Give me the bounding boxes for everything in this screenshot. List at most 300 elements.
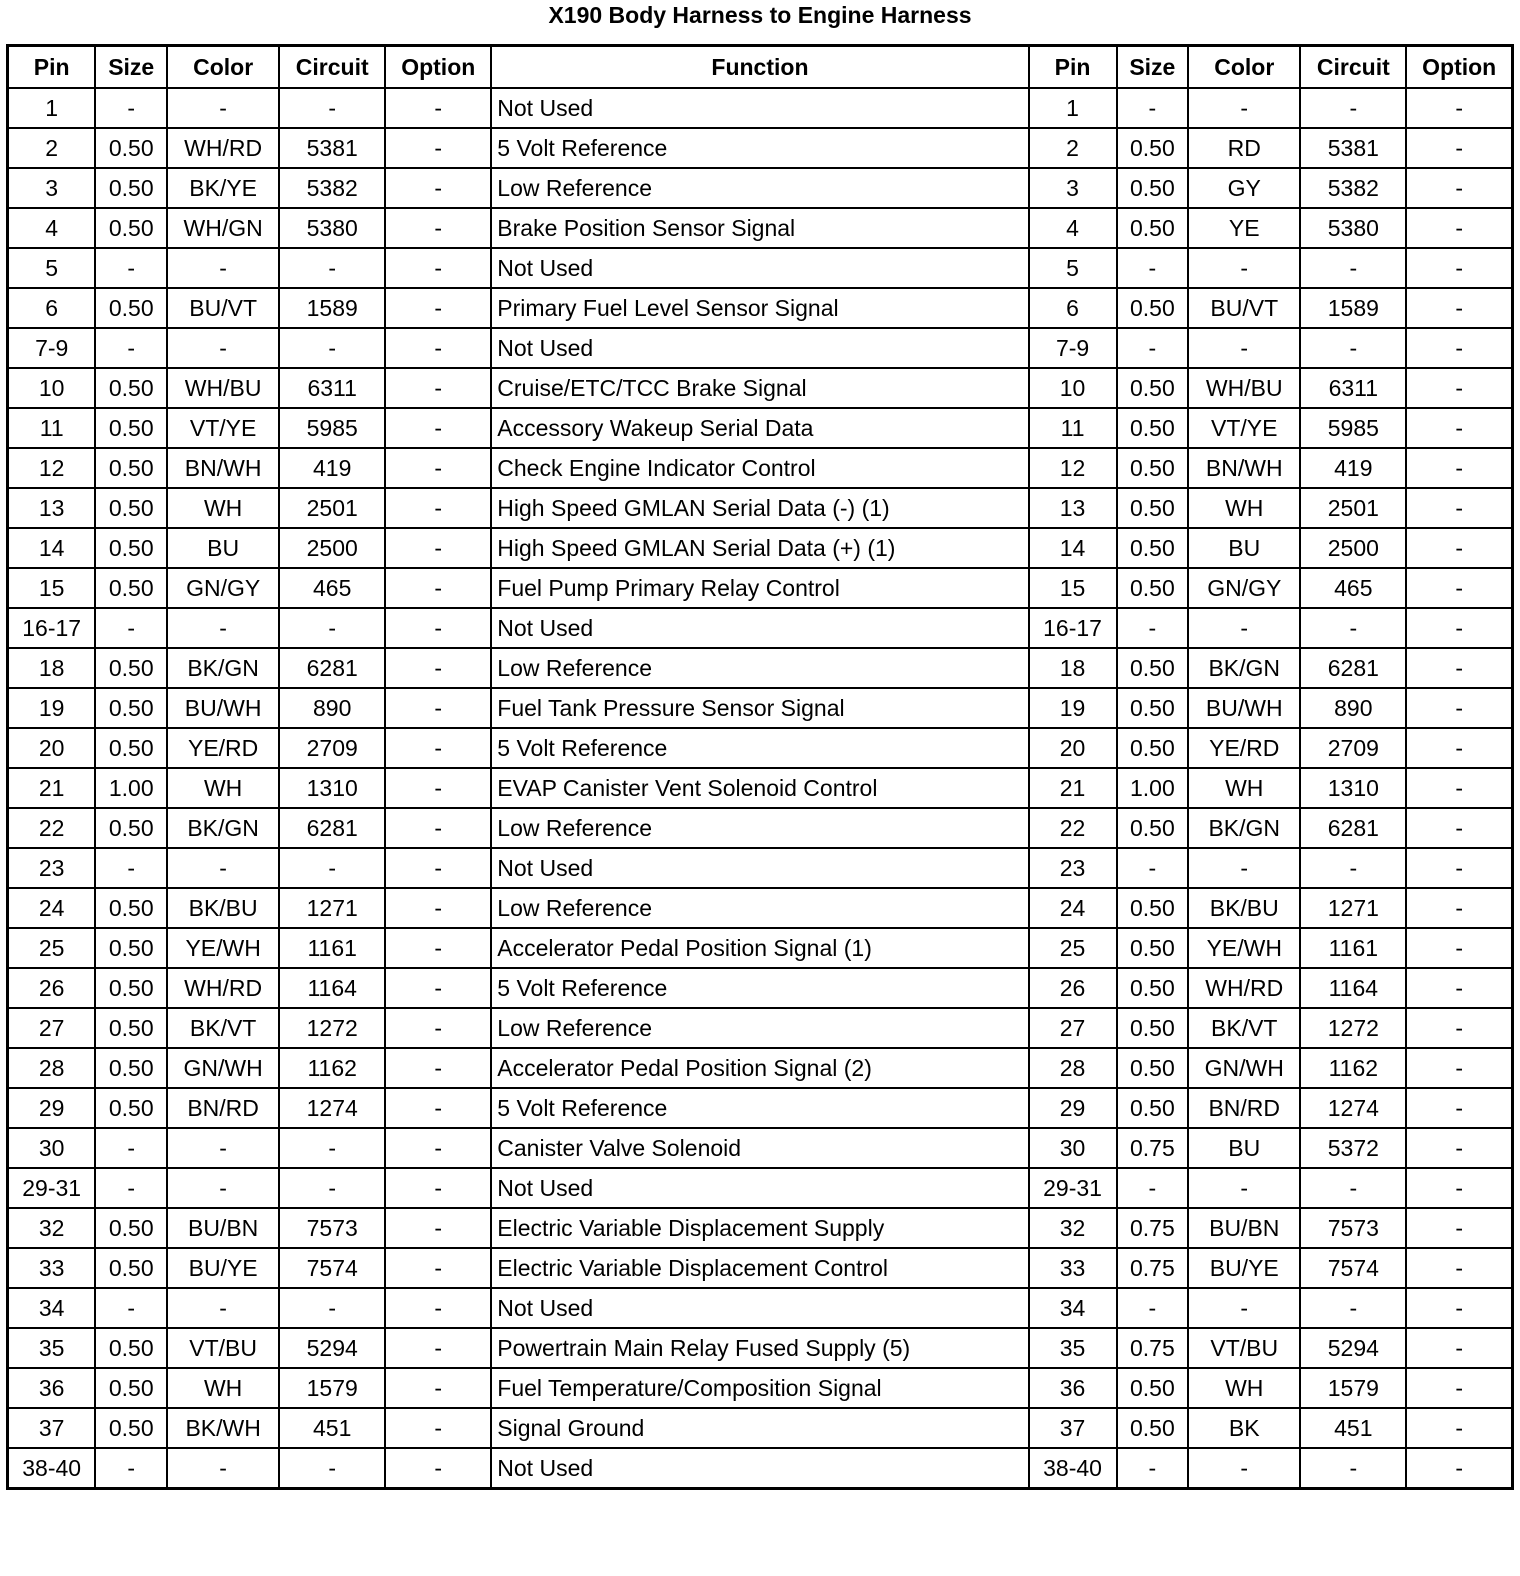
function-cell: Not Used [491, 1448, 1028, 1489]
column-header-pin-2: Pin [1029, 46, 1117, 89]
table-row [8, 1048, 1513, 1088]
option-cell: - [385, 648, 491, 688]
pin-cell: 33 [8, 1248, 96, 1288]
table-row [8, 528, 1513, 568]
circuit-cell-2: 5294 [1300, 1328, 1406, 1368]
table-row [8, 1288, 1513, 1328]
color-cell: BU/YE [167, 1248, 279, 1288]
option-cell-2: - [1406, 128, 1512, 168]
circuit-cell-2: 1164 [1300, 968, 1406, 1008]
size-cell-2: 0.50 [1117, 1008, 1189, 1048]
function-cell: Not Used [491, 88, 1028, 128]
circuit-cell-2: 5382 [1300, 168, 1406, 208]
size-cell-2: 0.50 [1117, 728, 1189, 768]
option-cell-2: - [1406, 928, 1512, 968]
option-cell-2: - [1406, 1208, 1512, 1248]
option-cell-2: - [1406, 1128, 1512, 1168]
color-cell-2: - [1188, 1448, 1300, 1489]
circuit-cell: 419 [279, 448, 385, 488]
color-cell: BU/BN [167, 1208, 279, 1248]
color-cell: WH/RD [167, 128, 279, 168]
circuit-cell: 890 [279, 688, 385, 728]
color-cell-2: - [1188, 248, 1300, 288]
function-cell: 5 Volt Reference [491, 1088, 1028, 1128]
pin-cell: 29 [8, 1088, 96, 1128]
circuit-cell-2: 6311 [1300, 368, 1406, 408]
color-cell: - [167, 88, 279, 128]
circuit-cell: 1310 [279, 768, 385, 808]
option-cell-2: - [1406, 888, 1512, 928]
color-cell: BU/VT [167, 288, 279, 328]
color-cell: BK/BU [167, 888, 279, 928]
size-cell-2: 0.50 [1117, 408, 1189, 448]
option-cell: - [385, 1208, 491, 1248]
pin-cell-2: 26 [1029, 968, 1117, 1008]
column-header-circuit-2: Circuit [1300, 46, 1406, 89]
option-cell-2: - [1406, 1328, 1512, 1368]
circuit-cell-2: 7574 [1300, 1248, 1406, 1288]
size-cell: 0.50 [95, 1248, 167, 1288]
table-row [8, 568, 1513, 608]
pin-cell: 15 [8, 568, 96, 608]
function-cell: Not Used [491, 1168, 1028, 1208]
option-cell-2: - [1406, 448, 1512, 488]
option-cell: - [385, 1248, 491, 1288]
size-cell: 0.50 [95, 528, 167, 568]
function-cell: 5 Volt Reference [491, 128, 1028, 168]
function-cell: Low Reference [491, 1008, 1028, 1048]
color-cell-2: GN/WH [1188, 1048, 1300, 1088]
table-row [8, 1368, 1513, 1408]
pin-cell: 35 [8, 1328, 96, 1368]
table-row [8, 1008, 1513, 1048]
pin-cell: 19 [8, 688, 96, 728]
circuit-cell: - [279, 328, 385, 368]
circuit-cell-2: - [1300, 1448, 1406, 1489]
pin-cell: 23 [8, 848, 96, 888]
option-cell: - [385, 968, 491, 1008]
function-cell: High Speed GMLAN Serial Data (+) (1) [491, 528, 1028, 568]
table-row [8, 88, 1513, 128]
circuit-cell: - [279, 608, 385, 648]
color-cell: BU [167, 528, 279, 568]
size-cell: 0.50 [95, 208, 167, 248]
table-row [8, 888, 1513, 928]
column-header-option-2: Option [1406, 46, 1512, 89]
circuit-cell: 5381 [279, 128, 385, 168]
option-cell: - [385, 128, 491, 168]
pin-cell-2: 10 [1029, 368, 1117, 408]
option-cell: - [385, 168, 491, 208]
option-cell: - [385, 448, 491, 488]
size-cell: 0.50 [95, 1088, 167, 1128]
color-cell-2: - [1188, 848, 1300, 888]
option-cell: - [385, 1328, 491, 1368]
circuit-cell-2: 6281 [1300, 808, 1406, 848]
color-cell: - [167, 848, 279, 888]
size-cell-2: - [1117, 1288, 1189, 1328]
size-cell-2: 0.75 [1117, 1248, 1189, 1288]
size-cell-2: - [1117, 88, 1189, 128]
option-cell-2: - [1406, 1088, 1512, 1128]
pin-cell-2: 20 [1029, 728, 1117, 768]
size-cell-2: - [1117, 608, 1189, 648]
circuit-cell: 5294 [279, 1328, 385, 1368]
table-row [8, 1168, 1513, 1208]
option-cell-2: - [1406, 368, 1512, 408]
option-cell-2: - [1406, 328, 1512, 368]
size-cell-2: 0.50 [1117, 488, 1189, 528]
pin-cell-2: 2 [1029, 128, 1117, 168]
option-cell-2: - [1406, 488, 1512, 528]
option-cell-2: - [1406, 88, 1512, 128]
option-cell: - [385, 88, 491, 128]
color-cell: GN/GY [167, 568, 279, 608]
option-cell-2: - [1406, 208, 1512, 248]
circuit-cell: 1589 [279, 288, 385, 328]
function-cell: Primary Fuel Level Sensor Signal [491, 288, 1028, 328]
option-cell-2: - [1406, 248, 1512, 288]
pin-cell-2: 27 [1029, 1008, 1117, 1048]
size-cell: 0.50 [95, 128, 167, 168]
table-row [8, 608, 1513, 648]
circuit-cell: 1162 [279, 1048, 385, 1088]
size-cell-2: 0.50 [1117, 568, 1189, 608]
option-cell: - [385, 1368, 491, 1408]
circuit-cell: 1272 [279, 1008, 385, 1048]
color-cell: BU/WH [167, 688, 279, 728]
option-cell: - [385, 488, 491, 528]
size-cell: - [95, 88, 167, 128]
pin-cell-2: 18 [1029, 648, 1117, 688]
color-cell-2: BK/VT [1188, 1008, 1300, 1048]
size-cell-2: - [1117, 1168, 1189, 1208]
color-cell: WH/RD [167, 968, 279, 1008]
function-cell: Accessory Wakeup Serial Data [491, 408, 1028, 448]
option-cell: - [385, 1168, 491, 1208]
circuit-cell: 1274 [279, 1088, 385, 1128]
function-cell: Electric Variable Displacement Control [491, 1248, 1028, 1288]
circuit-cell-2: - [1300, 1168, 1406, 1208]
pin-cell-2: 36 [1029, 1368, 1117, 1408]
size-cell: 0.50 [95, 1048, 167, 1088]
pin-cell-2: 33 [1029, 1248, 1117, 1288]
pin-cell-2: 29-31 [1029, 1168, 1117, 1208]
option-cell: - [385, 408, 491, 448]
circuit-cell-2: 1271 [1300, 888, 1406, 928]
size-cell: 0.50 [95, 368, 167, 408]
table-row [8, 128, 1513, 168]
color-cell: BK/WH [167, 1408, 279, 1448]
pin-cell-2: 28 [1029, 1048, 1117, 1088]
pin-cell-2: 23 [1029, 848, 1117, 888]
size-cell-2: 0.50 [1117, 808, 1189, 848]
pin-cell-2: 30 [1029, 1128, 1117, 1168]
size-cell: 0.50 [95, 648, 167, 688]
size-cell: 0.50 [95, 488, 167, 528]
pin-cell-2: 1 [1029, 88, 1117, 128]
table-row [8, 488, 1513, 528]
color-cell-2: WH [1188, 488, 1300, 528]
option-cell: - [385, 608, 491, 648]
circuit-cell-2: - [1300, 248, 1406, 288]
pin-cell-2: 35 [1029, 1328, 1117, 1368]
color-cell: BK/VT [167, 1008, 279, 1048]
function-cell: 5 Volt Reference [491, 968, 1028, 1008]
size-cell: - [95, 848, 167, 888]
table-row [8, 648, 1513, 688]
table-row [8, 368, 1513, 408]
function-cell: Low Reference [491, 648, 1028, 688]
color-cell: - [167, 1448, 279, 1489]
option-cell: - [385, 528, 491, 568]
option-cell: - [385, 1048, 491, 1088]
pin-cell: 5 [8, 248, 96, 288]
size-cell-2: 0.50 [1117, 368, 1189, 408]
circuit-cell: 7574 [279, 1248, 385, 1288]
pin-cell: 34 [8, 1288, 96, 1328]
circuit-cell: - [279, 1168, 385, 1208]
column-header-size: Size [95, 46, 167, 89]
table-body [8, 88, 1513, 1489]
color-cell-2: YE/RD [1188, 728, 1300, 768]
function-cell: 5 Volt Reference [491, 728, 1028, 768]
size-cell-2: 0.50 [1117, 528, 1189, 568]
option-cell: - [385, 688, 491, 728]
size-cell: 0.50 [95, 888, 167, 928]
function-cell: Check Engine Indicator Control [491, 448, 1028, 488]
function-cell: EVAP Canister Vent Solenoid Control [491, 768, 1028, 808]
table-row [8, 1448, 1513, 1489]
circuit-cell: - [279, 848, 385, 888]
pin-cell-2: 19 [1029, 688, 1117, 728]
circuit-cell-2: - [1300, 1288, 1406, 1328]
color-cell-2: BK [1188, 1408, 1300, 1448]
option-cell-2: - [1406, 288, 1512, 328]
color-cell-2: BN/WH [1188, 448, 1300, 488]
pin-cell: 18 [8, 648, 96, 688]
pin-cell: 20 [8, 728, 96, 768]
pin-cell-2: 21 [1029, 768, 1117, 808]
size-cell: 0.50 [95, 728, 167, 768]
option-cell: - [385, 1408, 491, 1448]
size-cell-2: 0.50 [1117, 968, 1189, 1008]
circuit-cell-2: 6281 [1300, 648, 1406, 688]
pin-cell-2: 11 [1029, 408, 1117, 448]
pin-cell: 10 [8, 368, 96, 408]
size-cell-2: 0.50 [1117, 1368, 1189, 1408]
column-header-pin: Pin [8, 46, 96, 89]
circuit-cell-2: 1579 [1300, 1368, 1406, 1408]
color-cell-2: BU/BN [1188, 1208, 1300, 1248]
color-cell-2: YE/WH [1188, 928, 1300, 968]
circuit-cell-2: 419 [1300, 448, 1406, 488]
table-row [8, 448, 1513, 488]
color-cell: BK/GN [167, 808, 279, 848]
connector-pinout-table [6, 44, 1514, 1490]
table-row [8, 1408, 1513, 1448]
circuit-cell-2: 2709 [1300, 728, 1406, 768]
color-cell-2: BU [1188, 528, 1300, 568]
option-cell: - [385, 768, 491, 808]
pin-cell-2: 15 [1029, 568, 1117, 608]
color-cell-2: BK/GN [1188, 648, 1300, 688]
size-cell: 0.50 [95, 688, 167, 728]
color-cell: VT/YE [167, 408, 279, 448]
color-cell-2: - [1188, 1168, 1300, 1208]
size-cell-2: 0.50 [1117, 888, 1189, 928]
option-cell: - [385, 328, 491, 368]
pin-cell: 37 [8, 1408, 96, 1448]
color-cell: YE/RD [167, 728, 279, 768]
color-cell-2: YE [1188, 208, 1300, 248]
pin-cell: 16-17 [8, 608, 96, 648]
table-row [8, 208, 1513, 248]
circuit-cell-2: 2501 [1300, 488, 1406, 528]
color-cell-2: - [1188, 608, 1300, 648]
circuit-cell: 6281 [279, 648, 385, 688]
document-title: X190 Body Harness to Engine Harness [548, 2, 972, 28]
column-header-circuit: Circuit [279, 46, 385, 89]
circuit-cell-2: 5372 [1300, 1128, 1406, 1168]
circuit-cell: 6281 [279, 808, 385, 848]
option-cell-2: - [1406, 1288, 1512, 1328]
column-header-function: Function [491, 46, 1028, 89]
size-cell: 1.00 [95, 768, 167, 808]
size-cell: 0.50 [95, 568, 167, 608]
size-cell: 0.50 [95, 928, 167, 968]
color-cell-2: WH [1188, 1368, 1300, 1408]
option-cell-2: - [1406, 768, 1512, 808]
circuit-cell: - [279, 88, 385, 128]
size-cell-2: 0.50 [1117, 1088, 1189, 1128]
option-cell-2: - [1406, 1008, 1512, 1048]
circuit-cell: 2501 [279, 488, 385, 528]
size-cell-2: 0.50 [1117, 208, 1189, 248]
option-cell-2: - [1406, 1448, 1512, 1489]
pin-cell-2: 24 [1029, 888, 1117, 928]
circuit-cell-2: 1272 [1300, 1008, 1406, 1048]
circuit-cell: - [279, 1448, 385, 1489]
size-cell: 0.50 [95, 1328, 167, 1368]
size-cell: 0.50 [95, 288, 167, 328]
circuit-cell: 465 [279, 568, 385, 608]
table-row [8, 928, 1513, 968]
pin-cell: 24 [8, 888, 96, 928]
option-cell: - [385, 248, 491, 288]
color-cell: - [167, 1288, 279, 1328]
option-cell-2: - [1406, 848, 1512, 888]
option-cell-2: - [1406, 408, 1512, 448]
option-cell: - [385, 1288, 491, 1328]
size-cell: 0.50 [95, 968, 167, 1008]
pin-cell: 7-9 [8, 328, 96, 368]
option-cell: - [385, 888, 491, 928]
color-cell-2: BK/BU [1188, 888, 1300, 928]
size-cell-2: 0.50 [1117, 648, 1189, 688]
circuit-cell: - [279, 248, 385, 288]
option-cell: - [385, 1088, 491, 1128]
table-row [8, 1128, 1513, 1168]
color-cell-2: BK/GN [1188, 808, 1300, 848]
option-cell-2: - [1406, 168, 1512, 208]
function-cell: Accelerator Pedal Position Signal (2) [491, 1048, 1028, 1088]
circuit-cell-2: 1589 [1300, 288, 1406, 328]
option-cell: - [385, 568, 491, 608]
pin-cell-2: 5 [1029, 248, 1117, 288]
size-cell: - [95, 608, 167, 648]
color-cell-2: BU/VT [1188, 288, 1300, 328]
size-cell-2: 0.50 [1117, 1048, 1189, 1088]
size-cell-2: 0.50 [1117, 928, 1189, 968]
color-cell: BN/RD [167, 1088, 279, 1128]
function-cell: Low Reference [491, 888, 1028, 928]
function-cell: Low Reference [491, 168, 1028, 208]
circuit-cell: 5380 [279, 208, 385, 248]
pin-cell: 36 [8, 1368, 96, 1408]
option-cell-2: - [1406, 1408, 1512, 1448]
color-cell: BN/WH [167, 448, 279, 488]
color-cell: WH [167, 1368, 279, 1408]
column-header-color-2: Color [1188, 46, 1300, 89]
color-cell: BK/YE [167, 168, 279, 208]
color-cell-2: VT/BU [1188, 1328, 1300, 1368]
option-cell-2: - [1406, 688, 1512, 728]
size-cell: - [95, 1168, 167, 1208]
option-cell-2: - [1406, 968, 1512, 1008]
circuit-cell-2: - [1300, 608, 1406, 648]
table-row [8, 288, 1513, 328]
circuit-cell: 2709 [279, 728, 385, 768]
color-cell: VT/BU [167, 1328, 279, 1368]
option-cell-2: - [1406, 568, 1512, 608]
size-cell: 0.50 [95, 168, 167, 208]
function-cell: Fuel Temperature/Composition Signal [491, 1368, 1028, 1408]
size-cell-2: 0.50 [1117, 288, 1189, 328]
circuit-cell-2: - [1300, 848, 1406, 888]
pin-cell: 22 [8, 808, 96, 848]
color-cell-2: BU [1188, 1128, 1300, 1168]
option-cell-2: - [1406, 1168, 1512, 1208]
size-cell: 0.50 [95, 448, 167, 488]
function-cell: Not Used [491, 1288, 1028, 1328]
function-cell: Cruise/ETC/TCC Brake Signal [491, 368, 1028, 408]
circuit-cell: 1271 [279, 888, 385, 928]
size-cell-2: 0.75 [1117, 1328, 1189, 1368]
function-cell: Fuel Tank Pressure Sensor Signal [491, 688, 1028, 728]
table-row [8, 1248, 1513, 1288]
function-cell: Not Used [491, 248, 1028, 288]
table-row [8, 1328, 1513, 1368]
option-cell-2: - [1406, 608, 1512, 648]
table-row [8, 328, 1513, 368]
function-cell: Canister Valve Solenoid [491, 1128, 1028, 1168]
pin-cell-2: 22 [1029, 808, 1117, 848]
pin-cell: 26 [8, 968, 96, 1008]
pin-cell: 1 [8, 88, 96, 128]
option-cell-2: - [1406, 1048, 1512, 1088]
table-row [8, 848, 1513, 888]
function-cell: Powertrain Main Relay Fused Supply (5) [491, 1328, 1028, 1368]
circuit-cell-2: 1274 [1300, 1088, 1406, 1128]
column-header-color: Color [167, 46, 279, 89]
circuit-cell-2: - [1300, 88, 1406, 128]
function-cell: High Speed GMLAN Serial Data (-) (1) [491, 488, 1028, 528]
circuit-cell: 2500 [279, 528, 385, 568]
size-cell-2: - [1117, 248, 1189, 288]
circuit-cell-2: 2500 [1300, 528, 1406, 568]
size-cell-2: 0.50 [1117, 1408, 1189, 1448]
